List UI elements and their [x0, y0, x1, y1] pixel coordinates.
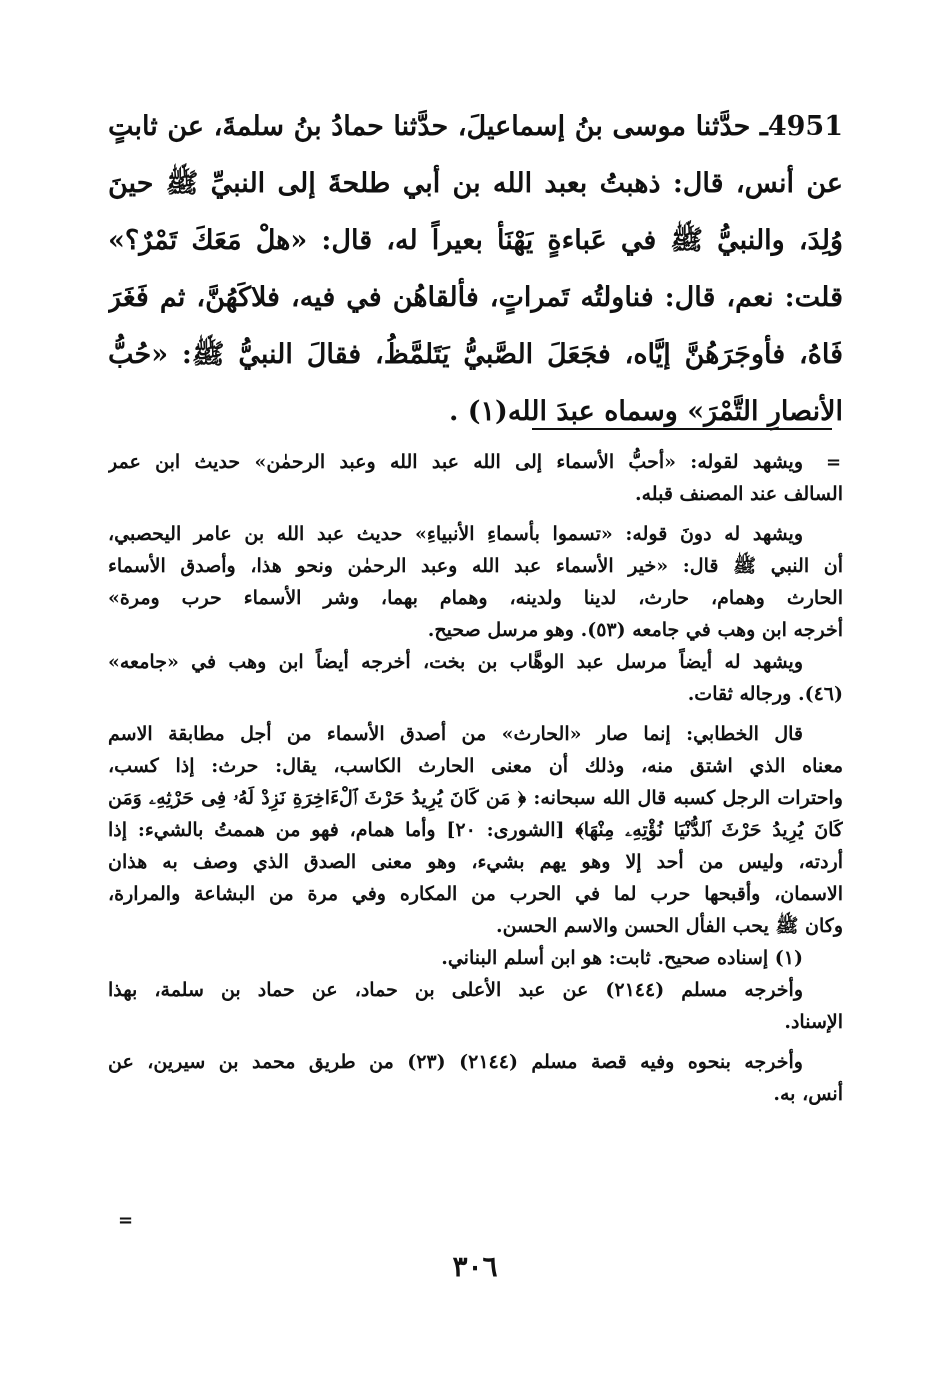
hadith-text: [108, 98, 843, 440]
quran-verse-line: كَانَ يُرِيدُ حَرْثَ ٱلدُّنْيَا نُؤْتِهِۦ مِنْهَا﴾ [الشورى: ٢٠] وأما همام، فهو من هممتُ بالشيء: إذا: [108, 819, 843, 841]
hadith-line-6: الأنصارِ التَّمْرَ» وسماه عبدَ الله(١) .: [448, 396, 843, 427]
hadith-line-5: فَاهُ، فأوجَرَهُنَّ إيَّاه، فجَعَلَ الصَّبيُّ يَتَلمَّظُ، فقالَ النبيُّ ﷺ: «حُبُّ: [108, 339, 843, 370]
footnote-line: (٤٦). ورجاله ثقات.: [687, 683, 843, 705]
footnote-line: ويشهد له أيضاً مرسل عبد الوهَّاب بن بخت، أخرجه أيضاً ابن وهب في «جامعه»: [108, 651, 803, 673]
footnote-paragraph: [108, 1046, 843, 1110]
hadith-number: 4951: [767, 111, 843, 142]
footnote-line: السالف عند المصنف قبله.: [635, 483, 843, 505]
footnotes: [108, 446, 843, 1110]
footnote-1: [108, 942, 843, 974]
footnote-line: وأخرجه بنحوه وفيه قصة مسلم (٢١٤٤) (٢٣) من طريق محمد بن سيرين، عن: [108, 1051, 803, 1073]
footnote-line: ويشهد لقوله: «أحبُّ الأسماء إلى الله عبد الله وعبد الرحمٰن» حديث ابن عمر: [108, 451, 803, 473]
footnote-line: الحارث وهمام، حارث، لدينا ولدينه، وهمام بهما، وشر الأسماء حرب ومرة»: [108, 587, 843, 609]
footnote-line: الاسمان، وأقبحها حرب لما في الحرب من المكاره وفي مرة من البشاعة والمرارة،: [108, 883, 843, 905]
footnote-line: الإسناد.: [784, 1011, 843, 1033]
footnote-line: ويشهد له دونَ قوله: «تسموا بأسماءِ الأنبياءِ» حديث عبد الله بن عامر اليحصبي،: [108, 523, 803, 545]
page-number: ٣٠٦: [452, 1250, 498, 1283]
footnote-line: أن النبي ﷺ قال: «خير الأسماء عبد الله وعبد الرحمٰن ونحو هذا، وأصدق الأسماء: [108, 555, 843, 577]
hadith-line-4: قلت: نعم، قال: فناولتُه تَمراتٍ، فألقاهُن في فيه، فلاكَهُنَّ، ثم فَغَرَ: [108, 282, 843, 313]
hadith-line-2: عن أنس، قال: ذهبتُ بعبد الله بن أبي طلحةَ إلى النبيِّ ﷺ حينَ: [108, 168, 843, 199]
footnote-line: أردته، وليس من أحد إلا وهو يهم بشيء، وهو معنى الصدق الذي وصف به هذان: [108, 851, 843, 873]
footnote-line: قال الخطابي: إنما صار «الحارث» من أصدق الأسماء من أجل مطابقة الاسم: [108, 723, 803, 745]
footnote-paragraph: [108, 974, 843, 1038]
continuation-mark: =: [826, 452, 842, 473]
footnote-paragraph: [108, 446, 843, 510]
footnote-line: أنس، به.: [773, 1083, 843, 1105]
footnote-line: معناه الذي اشتق منه، وذلك أن معنى الحارث الكاسب، يقال: حرث: إذا كسب،: [108, 755, 843, 777]
trailing-mark: =: [118, 1210, 134, 1231]
footnote-line: وكان ﷺ يحب الفأل الحسن والاسم الحسن.: [495, 915, 843, 937]
footnote-line: (١) إسناده صحيح. ثابت: هو ابن أسلم البناني.: [441, 947, 803, 969]
footnote-divider: [532, 428, 832, 430]
hadith-line-1: 4951ـ حدَّثنا موسى بنُ إسماعيلَ، حدَّثنا حمادُ بنُ سلمةَ، عن ثابتٍ: [108, 111, 843, 142]
footnote-paragraph: [108, 718, 843, 942]
footnote-line: وأخرجه مسلم (٢١٤٤) عن عبد الأعلى بن حماد، عن حماد بن سلمة، بهذا: [108, 979, 803, 1001]
quran-verse-line: واحترات الرجل كسبه قال الله سبحانه: ﴿ مَن كَانَ يُرِيدُ حَرْثَ ٱلْءَاخِرَةِ نَزِدْ لَهُۥ فِى حَرْثِهِۦ وَمَن: [108, 787, 843, 809]
footnote-paragraph: [108, 518, 843, 646]
hadith-line-3: وُلِدَ، والنبيُّ ﷺ في عَباءةٍ يَهْنَأ بعيراً له، قال: «هلْ مَعَكَ تَمْرٌ؟»: [108, 225, 843, 256]
footnote-line: أخرجه ابن وهب في جامعه (٥٣). وهو مرسل صحيح.: [427, 619, 843, 641]
footnote-paragraph: [108, 646, 843, 710]
